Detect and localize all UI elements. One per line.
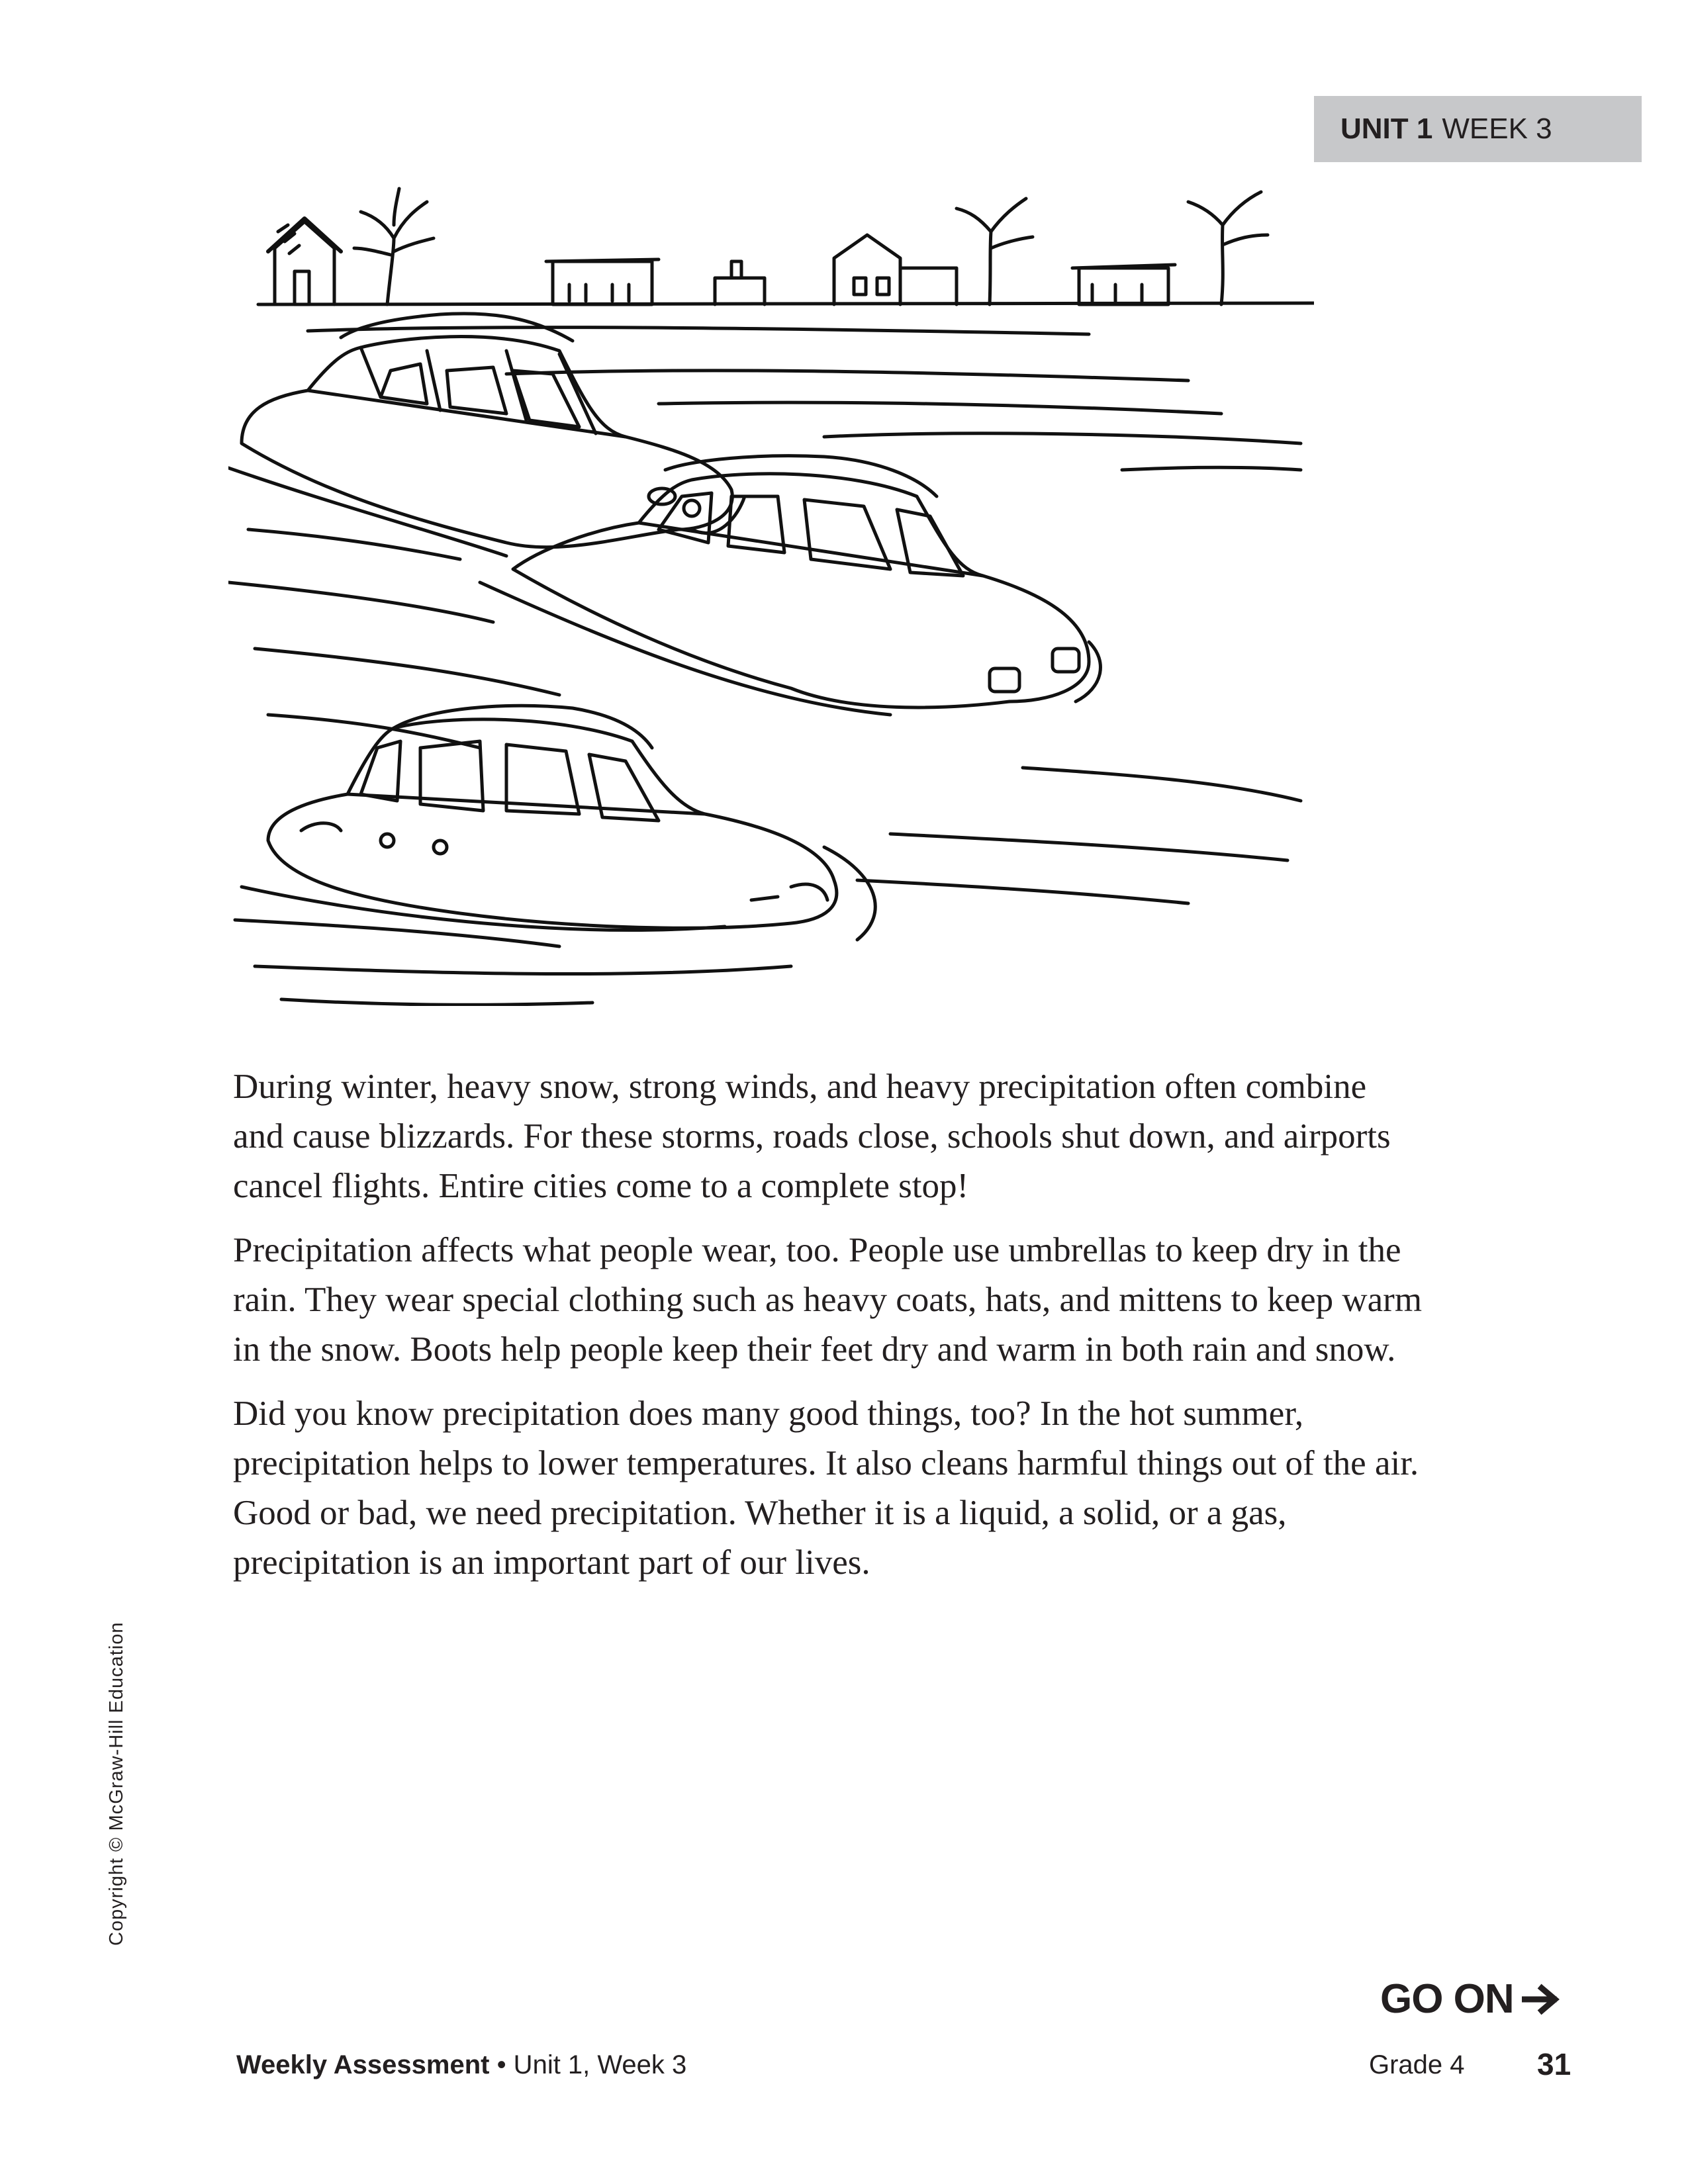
water-line — [824, 433, 1301, 443]
footer-grade: Grade 4 — [1369, 2050, 1465, 2079]
car-3 — [242, 705, 875, 940]
water-line — [228, 582, 493, 622]
flooded-street-illustration — [228, 185, 1314, 1006]
house-icon — [268, 218, 341, 304]
arrow-right-icon — [1522, 1983, 1562, 2016]
water-line — [506, 371, 1188, 381]
unit-label: UNIT 1 — [1340, 113, 1433, 145]
building-icon — [546, 259, 659, 304]
go-on-indicator — [1380, 1976, 1562, 2023]
shop-icon — [1072, 265, 1175, 304]
tree-icon — [354, 189, 434, 304]
go-on-label: GO ON — [1380, 1976, 1514, 2022]
farmhouse-icon — [834, 235, 957, 304]
car-2 — [480, 456, 1100, 715]
passage — [233, 1062, 1425, 1602]
paragraph-3: Did you know precipitation does many good things, too? In the hot summer, precipitation helps to lower temperatures. It also cleans harmful things out of the air. Good or bad, we need precipitation. Whether it is a liquid, a solid, or a gas, precipitation is an important part of our lives. — [233, 1394, 1419, 1582]
water-line — [857, 880, 1188, 903]
water-line — [1023, 768, 1301, 801]
page-number: 31 — [1537, 2047, 1571, 2081]
boat-icon — [715, 261, 765, 304]
water-line — [659, 402, 1221, 414]
week-label: WEEK 3 — [1442, 113, 1552, 145]
water-line — [890, 834, 1288, 860]
water-line — [255, 966, 791, 974]
footer-title: Weekly Assessment — [236, 2050, 490, 2079]
water-line — [281, 999, 592, 1005]
water-line — [308, 328, 1089, 334]
paragraph-2: Precipitation affects what people wear, too. People use umbrellas to keep dry in the rain. They wear special clothing such as heavy coats, hats, and mittens to keep warm in the snow. Boots help people keep their feet dry and warm in both rain and snow. — [233, 1231, 1423, 1369]
water-line — [255, 649, 559, 695]
water-line — [248, 529, 460, 559]
tree-icon-3 — [1188, 192, 1268, 304]
copyright-notice: Copyright © McGraw-Hill Education — [106, 1621, 127, 1946]
footer-assessment — [236, 2050, 686, 2080]
water-line — [1122, 467, 1301, 470]
unit-week-tab — [1314, 96, 1642, 162]
footer-subtitle: • Unit 1, Week 3 — [489, 2050, 687, 2079]
tree-icon-2 — [957, 199, 1033, 304]
paragraph-1: During winter, heavy snow, strong winds, and heavy precipitation often combine and cause blizzards. For these storms, roads close, schools shut down, and airports cancel flights. Entire cities come to a complete stop! — [233, 1068, 1391, 1205]
